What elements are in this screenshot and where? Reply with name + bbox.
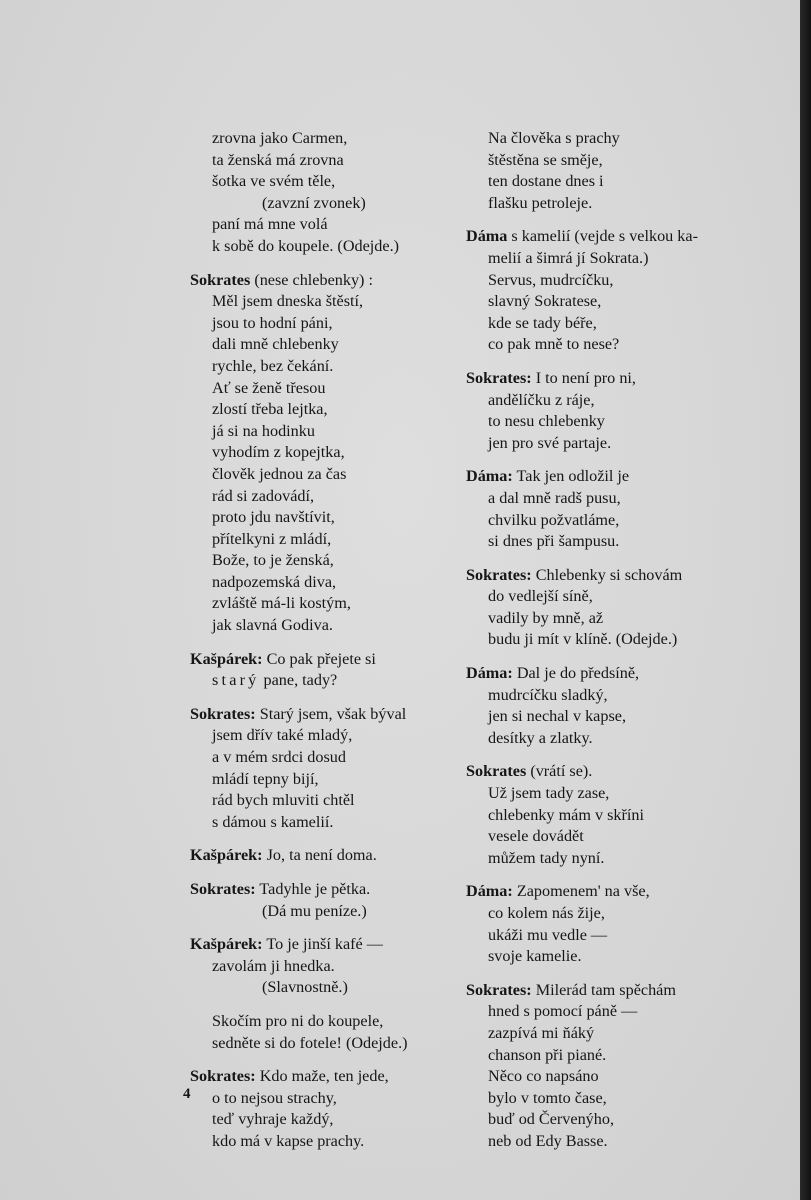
verse-line (466, 1109, 746, 1131)
verse-text: zavolám ji hnedka. (212, 956, 335, 975)
verse-text: buď od Červenýho, (488, 1110, 615, 1129)
verse-text: proto jdu navštívit, (212, 508, 335, 527)
verse-line (190, 128, 452, 150)
verse-line (190, 550, 452, 572)
verse-text: to nesu chlebenky (488, 412, 605, 431)
speaker-name: Kašpárek: (190, 846, 263, 865)
stanza-gap (190, 922, 452, 934)
verse-text: slavný Sokratese, (488, 292, 602, 311)
verse-line (190, 747, 452, 769)
verse-line (190, 934, 452, 956)
speaker-name: Kašpárek: (190, 935, 263, 954)
verse-text: Ať se ženě třesou (212, 378, 326, 397)
verse-line (466, 291, 746, 313)
verse-line (190, 529, 452, 551)
verse-text: si dnes při šampusu. (488, 532, 620, 551)
verse-text: přítelkyni z mládí, (212, 529, 332, 548)
verse-line (190, 649, 452, 671)
verse-line (190, 399, 452, 421)
stanza-gap (466, 651, 746, 663)
verse-line (466, 848, 746, 870)
verse-line (466, 1001, 746, 1023)
verse-text: Na člověka s prachy (488, 129, 620, 147)
speaker-name: Sokrates: (466, 368, 532, 387)
verse-text: paní má mne volá (212, 215, 328, 234)
verse-text: s kamelií (vejde s velkou ka- (507, 227, 698, 246)
speaker-name: Sokrates: (466, 980, 532, 999)
verse-line (190, 486, 452, 508)
stanza-gap (190, 692, 452, 704)
verse-line (466, 826, 746, 848)
verse-text: Jo, ta není doma. (262, 846, 377, 865)
verse-line (466, 1023, 746, 1045)
verse-line (466, 270, 746, 292)
verse-text: (zavzní zvonek) (262, 193, 366, 212)
verse-line (466, 1131, 746, 1153)
verse-text: Zapomenem' na vše, (512, 882, 650, 901)
page-number: 4 (183, 1086, 191, 1102)
stanza-gap (466, 869, 746, 881)
verse-text: kde se tady béře, (488, 313, 597, 332)
verse-text: kdo má v kapse prachy. (212, 1131, 365, 1150)
verse-line (466, 171, 746, 193)
stanza-gap (190, 637, 452, 649)
verse-text: zazpívá mi ňáký (488, 1023, 595, 1042)
verse-line (190, 901, 452, 923)
stanza-gap (190, 1054, 452, 1066)
verse-line (190, 378, 452, 400)
verse-text: Starý jsem, však býval (255, 704, 407, 723)
verse-text: zlostí třeba lejtka, (212, 400, 328, 419)
stanza-gap (190, 258, 452, 270)
verse-line (466, 128, 746, 150)
verse-text: zvláště má-li kostým, (212, 594, 351, 613)
verse-line (466, 805, 746, 827)
verse-line (466, 1045, 746, 1067)
verse-line (190, 356, 452, 378)
verse-line (466, 565, 746, 587)
verse-text: bylo v tomto čase, (488, 1088, 607, 1107)
verse-text: zrovna jako Carmen, (212, 129, 348, 147)
verse-line (190, 956, 452, 978)
verse-line (466, 150, 746, 172)
verse-text: Tak jen odložil je (512, 467, 630, 486)
verse-text: flašku petroleje. (488, 193, 593, 212)
page-edge-shadow (800, 0, 811, 1200)
verse-text: neb od Edy Basse. (488, 1131, 608, 1150)
verse-line (190, 334, 452, 356)
verse-text: Tadyhle je pětka. (255, 880, 371, 898)
verse-line (466, 313, 746, 335)
verse-text: rád si zadovádí, (212, 486, 315, 505)
verse-text: štěstěna se směje, (488, 150, 603, 169)
verse-line (190, 464, 452, 486)
stanza-gap (466, 553, 746, 565)
verse-line (190, 977, 452, 999)
verse-text: (nese chlebenky) : (250, 270, 373, 289)
verse-line (190, 790, 452, 812)
verse-text: šotka ve svém těle, (212, 172, 336, 191)
verse-text: To je jinší kafé — (262, 935, 383, 954)
verse-line (466, 925, 746, 947)
verse-text: Kdo maže, ten jede, (255, 1067, 389, 1086)
verse-text: ten dostane dnes i (488, 172, 604, 191)
verse-text: jen pro své partaje. (488, 433, 612, 452)
verse-line (466, 1088, 746, 1110)
stanza-gap (190, 833, 452, 845)
verse-text: vadily by mně, až (488, 608, 604, 627)
verse-text: co pak mně to nese? (488, 335, 620, 354)
verse-line (190, 171, 452, 193)
verse-text: rád bych mluviti chtěl (212, 791, 355, 810)
verse-line (190, 1033, 452, 1055)
verse-text: vyhodím z kopejtka, (212, 443, 345, 462)
verse-text: co kolem nás žije, (488, 904, 605, 922)
verse-line (190, 593, 452, 615)
verse-line (466, 881, 746, 903)
verse-line (466, 368, 746, 390)
verse-text: jak slavná Godiva. (212, 616, 333, 635)
verse-text: (vrátí se). (526, 762, 593, 781)
left-column (190, 128, 452, 1153)
verse-line (466, 903, 746, 925)
verse-line (466, 226, 746, 248)
verse-text: jsou to hodní páni, (212, 313, 333, 332)
verse-line (466, 193, 746, 215)
verse-text: sedněte si do fotele! (Odejde.) (212, 1033, 408, 1052)
verse-line (190, 236, 452, 258)
verse-text: svoje kamelie. (488, 947, 582, 966)
verse-text: ukáži mu vedle — (488, 925, 608, 944)
verse-text: Něco co napsáno (488, 1067, 599, 1086)
verse-line (466, 466, 746, 488)
verse-line (466, 608, 746, 630)
speaker-name: Sokrates: (466, 565, 532, 584)
verse-line (190, 270, 452, 292)
verse-text: Chlebenky si schovám (531, 565, 683, 584)
verse-text: chanson při piané. (488, 1045, 607, 1064)
verse-text: jen si nechal v kapse, (488, 707, 626, 726)
verse-text: Měl jsem dneska štěstí, (212, 292, 364, 311)
stanza-gap (466, 749, 746, 761)
speaker-name: Kašpárek: (190, 649, 263, 668)
verse-text: Co pak přejete si (262, 649, 376, 668)
verse-line (466, 411, 746, 433)
verse-text: I to není pro ni, (531, 368, 636, 387)
verse-line (190, 1131, 452, 1153)
verse-line (466, 783, 746, 805)
speaker-name: Dáma: (466, 882, 513, 901)
verse-line (466, 663, 746, 685)
verse-line (466, 334, 746, 356)
right-column (466, 128, 746, 1153)
verse-text: mudrcíčku sladký, (488, 685, 608, 704)
verse-line (466, 629, 746, 651)
verse-line (190, 879, 452, 901)
verse-line (190, 442, 452, 464)
verse-text: vesele dovádět (488, 827, 584, 846)
verse-line (466, 510, 746, 532)
verse-line (190, 150, 452, 172)
verse-line (190, 313, 452, 335)
verse-text: člověk jednou za čas (212, 464, 347, 483)
verse-text: chlebenky mám v skříni (488, 805, 644, 824)
verse-line (466, 761, 746, 783)
verse-line (190, 812, 452, 834)
verse-text: dali mně chlebenky (212, 335, 339, 354)
verse-text: hned s pomocí páně — (488, 1002, 638, 1021)
verse-line (190, 670, 452, 692)
verse-line (466, 946, 746, 968)
verse-line (190, 193, 452, 215)
verse-text: o to nejsou strachy, (212, 1088, 337, 1107)
verse-text: s dámou s kamelií. (212, 812, 334, 831)
verse-line (190, 421, 452, 443)
verse-line (190, 291, 452, 313)
verse-line (190, 704, 452, 726)
verse-text: Už jsem tady zase, (488, 784, 610, 803)
verse-text: andělíčku z ráje, (488, 390, 595, 409)
stanza-gap (190, 999, 452, 1011)
verse-line (190, 725, 452, 747)
verse-text: a dal mně radš pusu, (488, 488, 621, 507)
verse-line (190, 1109, 452, 1131)
verse-line (190, 507, 452, 529)
verse-text: budu ji mít v klíně. (Odejde.) (488, 630, 678, 649)
speaker-name: Sokrates (466, 762, 527, 781)
verse-line (466, 390, 746, 412)
verse-line (466, 685, 746, 707)
verse-text: chvilku požvatláme, (488, 510, 620, 529)
speaker-name: Sokrates (190, 270, 251, 289)
speaker-name: Sokrates: (190, 704, 256, 723)
verse-text: (Slavnostně.) (262, 978, 348, 997)
verse-line (466, 706, 746, 728)
verse-text: rychle, bez čekání. (212, 356, 334, 375)
verse-line (190, 572, 452, 594)
verse-text: do vedlejší síně, (488, 587, 593, 606)
verse-text: (Dá mu peníze.) (262, 901, 367, 920)
speaker-name: Dáma (466, 227, 508, 246)
verse-line (466, 248, 746, 270)
verse-line (190, 845, 452, 867)
stanza-gap (466, 356, 746, 368)
verse-line (466, 433, 746, 455)
speaker-name: Dáma: (466, 664, 513, 683)
verse-text: já si na hodinku (212, 421, 315, 440)
verse-line (466, 728, 746, 750)
verse-text: Milerád tam spěchám (531, 980, 676, 999)
verse-text: Bože, to je ženská, (212, 551, 334, 570)
verse-text: Dal je do předsíně, (512, 664, 640, 683)
verse-text: jsem dřív také mladý, (212, 726, 353, 745)
stanza-gap (466, 968, 746, 980)
verse-text: k sobě do koupele. (Odejde.) (212, 236, 400, 255)
verse-line (190, 1088, 452, 1110)
speaker-name: Sokrates: (190, 1067, 256, 1086)
verse-line (466, 980, 746, 1002)
verse-text: Skočím pro ni do koupele, (212, 1011, 384, 1030)
verse-line (190, 1011, 452, 1033)
verse-line (190, 1066, 452, 1088)
speaker-name: Dáma: (466, 467, 513, 486)
verse-text: můžem tady nyní. (488, 848, 605, 867)
verse-text: mládí tepny bijí, (212, 769, 319, 788)
verse-text: a v mém srdci dosud (212, 748, 346, 767)
verse-line (190, 615, 452, 637)
verse-text: ta ženská má zrovna (212, 150, 344, 169)
stanza-gap (190, 867, 452, 879)
verse-text: starý pane, tady? (212, 671, 338, 690)
verse-text: teď vyhraje každý, (212, 1110, 334, 1129)
speaker-name: Sokrates: (190, 880, 256, 898)
verse-text: Servus, mudrcíčku, (488, 270, 614, 289)
stanza-gap (466, 214, 746, 226)
verse-text: nadpozemská diva, (212, 572, 337, 591)
verse-line (466, 488, 746, 510)
verse-line (466, 1066, 746, 1088)
stanza-gap (466, 454, 746, 466)
verse-text: melií a šimrá jí Sokrata.) (488, 248, 649, 267)
verse-line (190, 214, 452, 236)
verse-line (466, 531, 746, 553)
verse-text: desítky a zlatky. (488, 728, 593, 747)
verse-line (190, 769, 452, 791)
verse-line (466, 586, 746, 608)
